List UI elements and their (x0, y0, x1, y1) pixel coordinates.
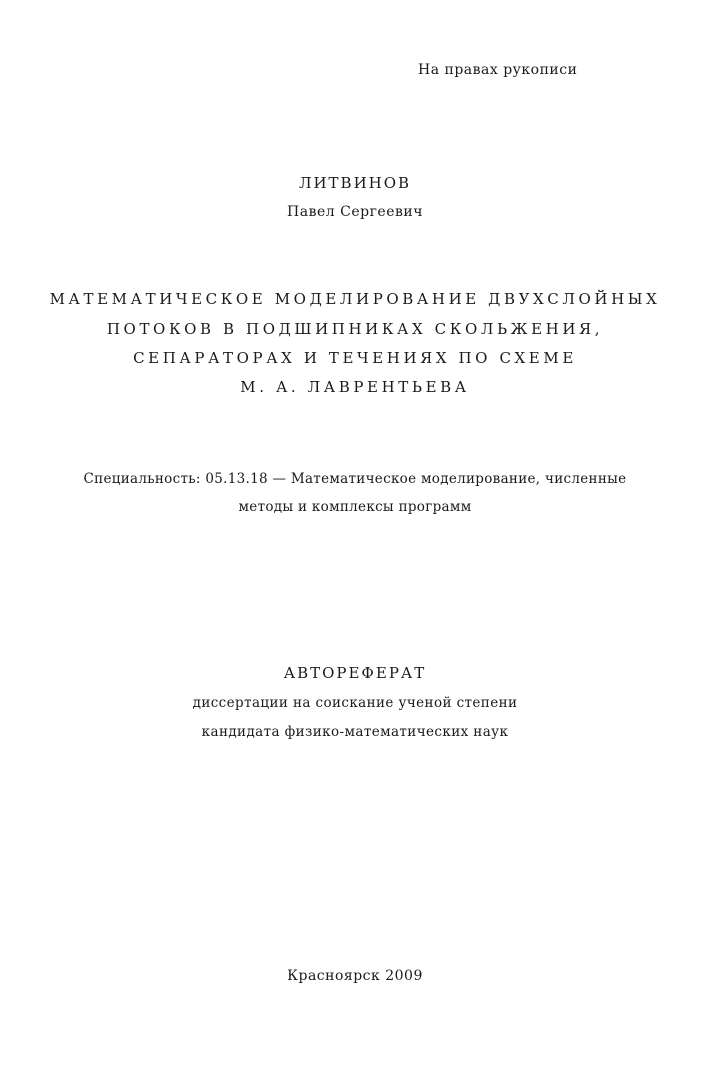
abstract-line: диссертации на соискание ученой степени (192, 695, 518, 711)
author-name: Павел Сергеевич (287, 204, 423, 220)
author-surname: ЛИТВИНОВ (298, 174, 412, 192)
title-line: МАТЕМАТИЧЕСКОЕ МОДЕЛИРОВАНИЕ ДВУХСЛОЙНЫХ (49, 290, 661, 308)
title-line: СЕПАРАТОРАХ И ТЕЧЕНИЯХ ПО СХЕМЕ (133, 349, 577, 367)
title-line: М. А. ЛАВРЕНТЬЕВА (240, 378, 470, 396)
title-line: ПОТОКОВ В ПОДШИПНИКАХ СКОЛЬЖЕНИЯ, (106, 320, 604, 338)
manuscript-rights-note: На правах рукописи (418, 62, 578, 78)
abstract-line: кандидата физико-математических наук (201, 724, 509, 740)
city-year: Красноярск 2009 (287, 968, 423, 984)
specialty-line: Специальность: 05.13.18 — Математическое моделирование, численные (83, 471, 627, 487)
abstract-heading: АВТОРЕФЕРАТ (283, 664, 427, 682)
specialty-line: методы и комплексы программ (238, 499, 472, 515)
